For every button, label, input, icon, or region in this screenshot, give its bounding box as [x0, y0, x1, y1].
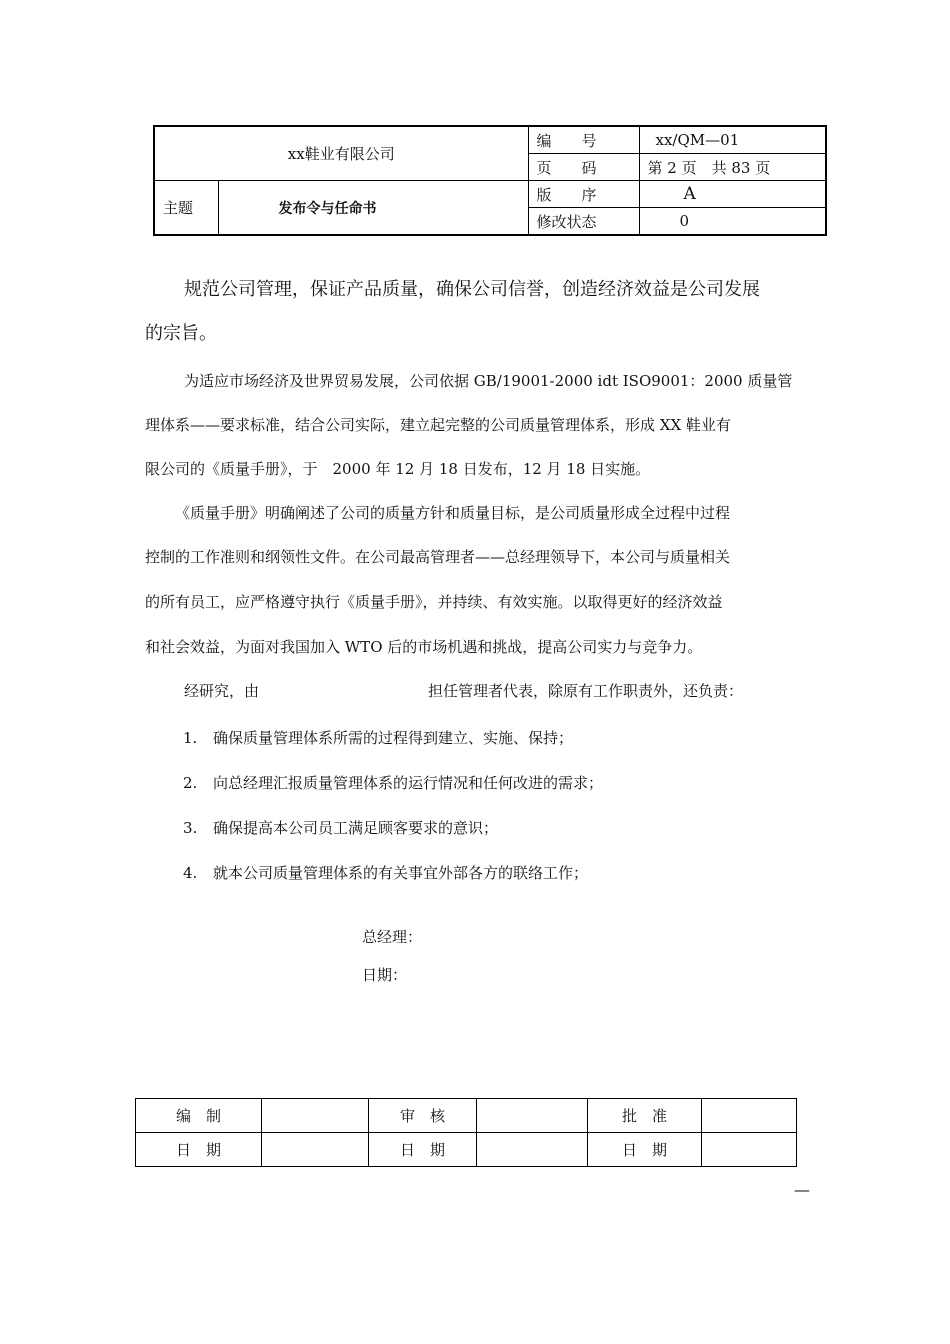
compile-date	[262, 1133, 369, 1167]
para2-line3: 限公司的《质量手册》，于 2000 年 12 月 18 日发布，12 月 18 日实施。	[145, 460, 651, 478]
review-signature	[477, 1099, 588, 1133]
document-header-table	[153, 125, 827, 236]
approve-date-label: 日 期	[588, 1133, 702, 1167]
para1-line1: 规范公司管理，保证产品质量，确保公司信誉，创造经济效益是公司发展	[184, 279, 760, 300]
list-num: 3.	[183, 819, 198, 837]
list-text: 就本公司质量管理体系的有关事宜外部各方的联络工作；	[213, 864, 589, 882]
para3-line2: 控制的工作准则和纲领性文件。在公司最高管理者——总经理领导下，本公司与质量相关	[145, 548, 731, 566]
list-num: 2.	[183, 774, 198, 792]
review-date	[477, 1133, 588, 1167]
list-num: 1.	[183, 729, 198, 747]
para3-line4: 和社会效益，为面对我国加入 WTO 后的市场机遇和挑战，提高公司实力与竞争力。	[145, 638, 703, 656]
compile-signature	[262, 1099, 369, 1133]
field-label-version: 版 序	[528, 181, 639, 208]
general-manager-label: 总经理：	[362, 928, 423, 946]
field-label-number: 编 号	[528, 126, 639, 154]
approve-date	[702, 1133, 797, 1167]
date-label: 日期：	[362, 966, 408, 984]
subject-title: 发布令与任命书	[218, 181, 528, 236]
approve-label: 批 准	[588, 1099, 702, 1133]
compile-date-label: 日 期	[136, 1133, 262, 1167]
field-label-revision: 修改状态	[528, 208, 639, 236]
list-text: 向总经理汇报质量管理体系的运行情况和任何改进的需求；	[213, 774, 604, 792]
field-value-revision: 0	[639, 208, 826, 236]
para4-part1: 经研究，由	[184, 682, 260, 700]
list-text: 确保提高本公司员工满足顾客要求的意识；	[213, 819, 499, 837]
review-label: 审 核	[369, 1099, 477, 1133]
list-text: 确保质量管理体系所需的过程得到建立、实施、保持；	[213, 729, 574, 747]
compile-label: 编 制	[136, 1099, 262, 1133]
company-name: xx鞋业有限公司	[154, 126, 528, 181]
review-date-label: 日 期	[369, 1133, 477, 1167]
para2-line1: 为适应市场经济及世界贸易发展，公司依据 GB/19001-2000 idt ISO9001：2000 质量管	[184, 372, 793, 390]
field-value-number: xx/QM—01	[639, 126, 826, 154]
list-item-2	[183, 772, 603, 793]
approval-table	[135, 1098, 797, 1167]
para3-line3: 的所有员工，应严格遵守执行《质量手册》，并持续、有效实施。以取得更好的经济效益	[145, 593, 723, 611]
subject-label: 主题	[154, 181, 218, 236]
page-mark: —	[794, 1180, 810, 1199]
field-value-page: 第 2 页 共 83 页	[639, 154, 826, 181]
para1-line2: 的宗旨。	[145, 323, 217, 344]
list-item-3	[183, 817, 498, 838]
field-value-version: A	[639, 181, 826, 208]
para2-line2: 理体系——要求标准，结合公司实际，建立起完整的公司质量管理体系，形成 XX 鞋业有	[145, 416, 731, 434]
list-item-4	[183, 862, 588, 883]
para4-part2: 担任管理者代表，除原有工作职责外，还负责：	[428, 682, 744, 700]
para3-line1: 《质量手册》明确阐述了公司的质量方针和质量目标，是公司质量形成全过程中过程	[175, 504, 731, 522]
field-label-page: 页 码	[528, 154, 639, 181]
list-num: 4.	[183, 864, 198, 882]
list-item-1	[183, 727, 573, 748]
approve-signature	[702, 1099, 797, 1133]
